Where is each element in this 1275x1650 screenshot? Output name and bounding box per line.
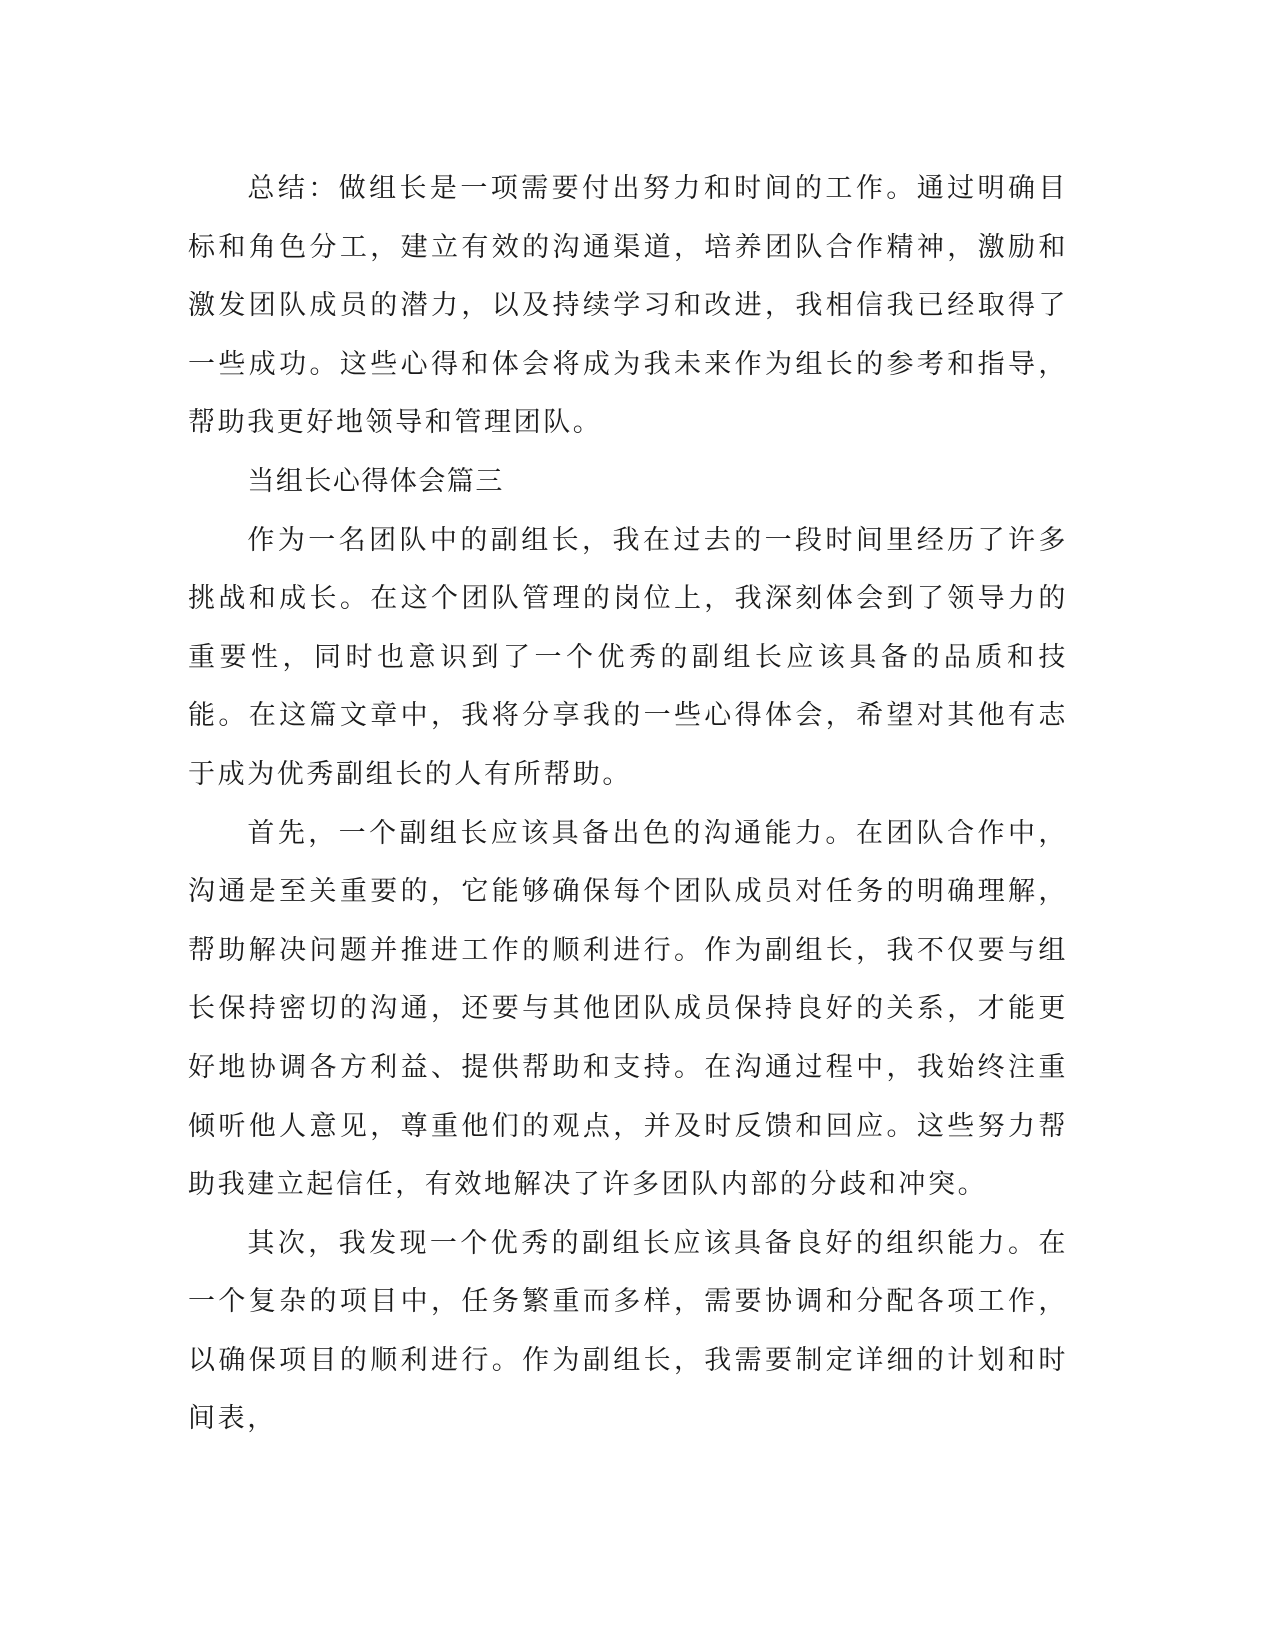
paragraph-summary: 总结：做组长是一项需要付出努力和时间的工作。通过明确目标和角色分工，建立有效的沟通渠道，培养团队合作精神，激励和激发团队成员的潜力，以及持续学习和改进，我相信我已经取得了一些成功。这些心得和体会将成为我未来作为组长的参考和指导，帮助我更好地领导和管理团队。 [188,173,1068,439]
document-body [188,160,1068,1449]
paragraph-intro: 作为一名团队中的副组长，我在过去的一段时间里经历了许多挑战和成长。在这个团队管理的岗位上，我深刻体会到了领导力的重要性，同时也意识到了一个优秀的副组长应该具备的品质和技能。在这篇文章中，我将分享我的一些心得体会，希望对其他有志于成为优秀副组长的人有所帮助。 [188,524,1068,790]
paragraph-organization: 其次，我发现一个优秀的副组长应该具备良好的组织能力。在一个复杂的项目中，任务繁重而多样，需要协调和分配各项工作，以确保项目的顺利进行。作为副组长，我需要制定详细的计划和时间表， [188,1227,1068,1435]
section-heading: 当组长心得体会篇三 [247,465,504,497]
paragraph-communication: 首先，一个副组长应该具备出色的沟通能力。在团队合作中，沟通是至关重要的，它能够确保每个团队成员对任务的明确理解，帮助解决问题并推进工作的顺利进行。作为副组长，我不仅要与组长保持密切的沟通，还要与其他团队成员保持良好的关系，才能更好地协调各方利益、提供帮助和支持。在沟通过程中，我始终注重倾听他人意见，尊重他们的观点，并及时反馈和回应。这些努力帮助我建立起信任，有效地解决了许多团队内部的分歧和冲突。 [188,817,1068,1201]
